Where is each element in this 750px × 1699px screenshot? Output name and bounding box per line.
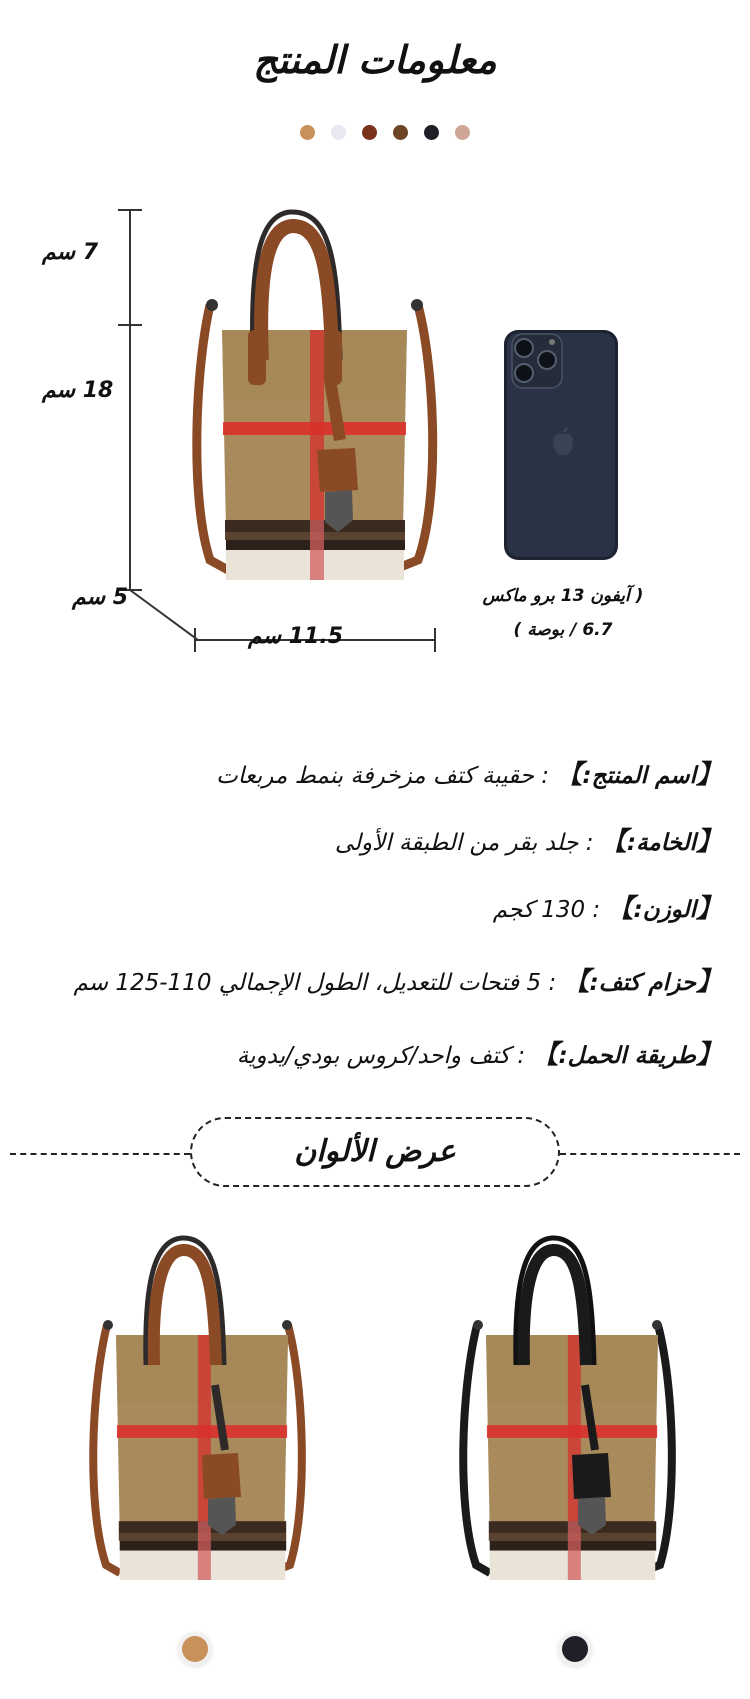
- spec-value: 130 كجم: [492, 897, 586, 923]
- phone-image: [502, 328, 620, 562]
- spec-row: 【حزام كتف:】 : 5 فتحات للتعديل، الطول الإجمالي 110-125 سم: [73, 967, 722, 997]
- dim-handle-label: 7 سم: [42, 240, 99, 265]
- dim-width-label: 11.5 سم: [248, 624, 344, 649]
- color-dot-camel[interactable]: [182, 1636, 208, 1662]
- swatch-pink[interactable]: [455, 125, 470, 140]
- divider-left: [10, 1153, 190, 1155]
- dim-depth-label: 5 سم: [72, 585, 129, 610]
- swatch-camel[interactable]: [300, 125, 315, 140]
- spec-key: الخامة:: [626, 830, 696, 856]
- phone-caption-line1: ( آيفون 13 برو ماكس: [482, 586, 644, 606]
- swatch-black[interactable]: [424, 125, 439, 140]
- spec-value: 5 فتحات للتعديل، الطول الإجمالي 110-125 سم: [73, 970, 542, 996]
- spec-key: طريقة الحمل:: [558, 1043, 696, 1069]
- phone-caption-line2: 6.7 / بوصة ): [513, 620, 613, 640]
- spec-value: جلد بقر من الطبقة الأولى: [334, 830, 579, 856]
- swatch-brown[interactable]: [362, 125, 377, 140]
- swatch-white[interactable]: [331, 125, 346, 140]
- spec-row: 【الخامة:】 : جلد بقر من الطبقة الأولى: [334, 827, 722, 857]
- divider-right: [560, 1153, 740, 1155]
- dim-height-label: 18 سم: [42, 378, 114, 403]
- spec-value: حقيبة كتف مزخرفة بنمط مربعات: [216, 763, 534, 789]
- color-dot-black[interactable]: [562, 1636, 588, 1662]
- spec-value: كتف واحد/كروس بودي/يدوية: [236, 1043, 511, 1069]
- spec-row: 【اسم المنتج:】 : حقيبة كتف مزخرفة بنمط مربعات: [216, 760, 722, 790]
- bag-black-image: [430, 1235, 710, 1595]
- bag-image: [170, 200, 470, 620]
- spec-key: الوزن:: [633, 897, 696, 923]
- spec-key: اسم المنتج:: [582, 763, 696, 789]
- color-swatches: [300, 125, 470, 141]
- spec-key: حزام كتف:: [589, 970, 696, 996]
- swatch-dark-brown[interactable]: [393, 125, 408, 140]
- bag-camel-image: [60, 1235, 340, 1595]
- page-title: معلومات المنتج: [253, 38, 497, 82]
- spec-row: 【الوزن:】 : 130 كجم: [492, 894, 722, 924]
- spec-row: 【طريقة الحمل:】 : كتف واحد/كروس بودي/يدوية: [236, 1040, 722, 1070]
- colors-section-title: عرض الألوان: [190, 1117, 560, 1187]
